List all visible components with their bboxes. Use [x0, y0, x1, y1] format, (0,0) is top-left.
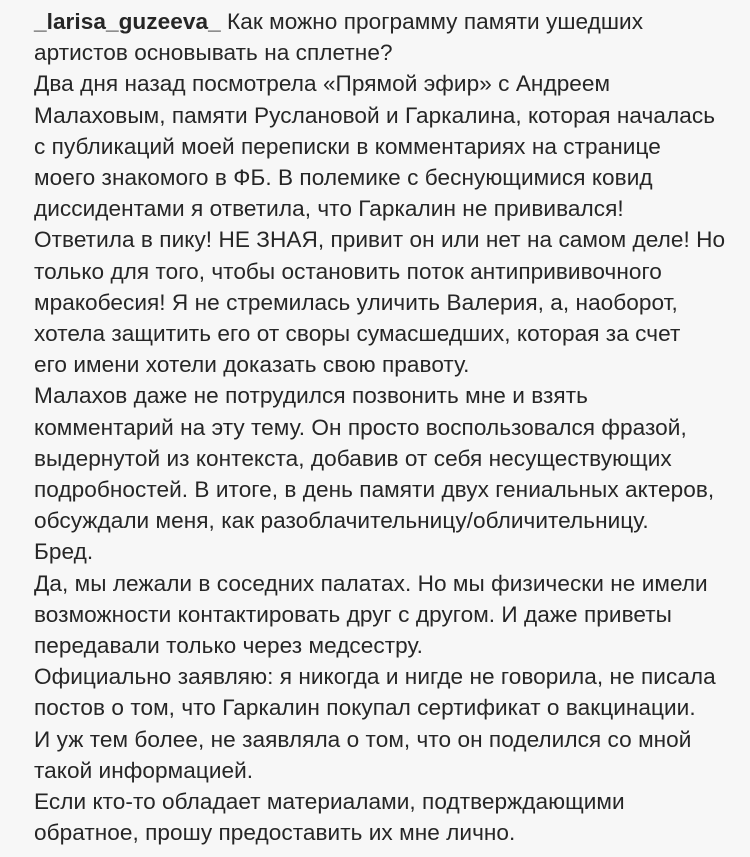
- caption-text-line: выдернутой из контекста, добавив от себя несуществующих: [34, 445, 672, 471]
- caption-text-line: мракобесия! Я не стремилась уличить Валерия, а, наоборот,: [34, 289, 678, 315]
- caption-text-line: постов о том, что Гаркалин покупал сертификат о вакцинации.: [34, 695, 696, 721]
- caption-text-line: его имени хотели доказать свою правоту.: [34, 352, 470, 378]
- caption-text-line: И уж тем более, не заявляла о том, что он поделился со мной: [34, 726, 692, 752]
- caption-text-line: обратное, прошу предоставить их мне лично.: [34, 820, 516, 846]
- caption-text-line: Ответила в пику! НЕ ЗНАЯ, привит он или нет на самом деле! Но: [34, 227, 726, 253]
- caption-text-line: только для того, чтобы остановить поток антипрививочного: [34, 258, 662, 284]
- caption-text-line: такой информацией.: [34, 757, 254, 783]
- caption-text-line: Малаховым, памяти Руслановой и Гаркалина, которая началась: [34, 102, 716, 128]
- caption-text-line: диссидентами я ответила, что Гаркалин не прививался!: [34, 196, 624, 222]
- caption-text-line: Официально заявляю: я никогда и нигде не говорила, не писала: [34, 664, 716, 690]
- caption-text-line: моего знакомого в ФБ. В полемике с беснующимися ковид: [34, 165, 653, 191]
- caption-text-line: Если кто-то обладает материалами, подтверждающими: [34, 789, 625, 815]
- caption-text-line: обсуждали меня, как разоблачительницу/обличительницу.: [34, 508, 649, 534]
- caption-text-line: возможности контактировать друг с другом. И даже приветы: [34, 601, 672, 627]
- caption-text-line: с публикаций моей переписки в комментариях на странице: [34, 133, 661, 159]
- caption-text-line: Два дня назад посмотрела «Прямой эфир» с Андреем: [34, 71, 611, 97]
- caption-text-line: передавали только через медсестру.: [34, 633, 423, 659]
- post-caption: [34, 0, 740, 848]
- caption-text-line: Как можно программу памяти ушедших: [227, 9, 644, 34]
- caption-text-line: Бред.: [34, 539, 94, 565]
- caption-first-line: [34, 6, 740, 37]
- caption-text-line: комментарий на эту тему. Он просто воспользовался фразой,: [34, 414, 687, 440]
- caption-text-line: артистов основывать на сплетне?: [34, 40, 393, 66]
- caption-text-line: Малахов даже не потрудился позвонить мне и взять: [34, 383, 588, 409]
- caption-text-line: подробностей. В итоге, в день памяти двух гениальных актеров,: [34, 477, 715, 503]
- post-username-link[interactable]: _larisa_guzeeva_: [34, 9, 221, 34]
- caption-text-line: Да, мы лежали в соседних палатах. Но мы физически не имели: [34, 570, 708, 596]
- caption-text-line: хотела защитить его от своры сумасшедших, которая за счет: [34, 321, 681, 347]
